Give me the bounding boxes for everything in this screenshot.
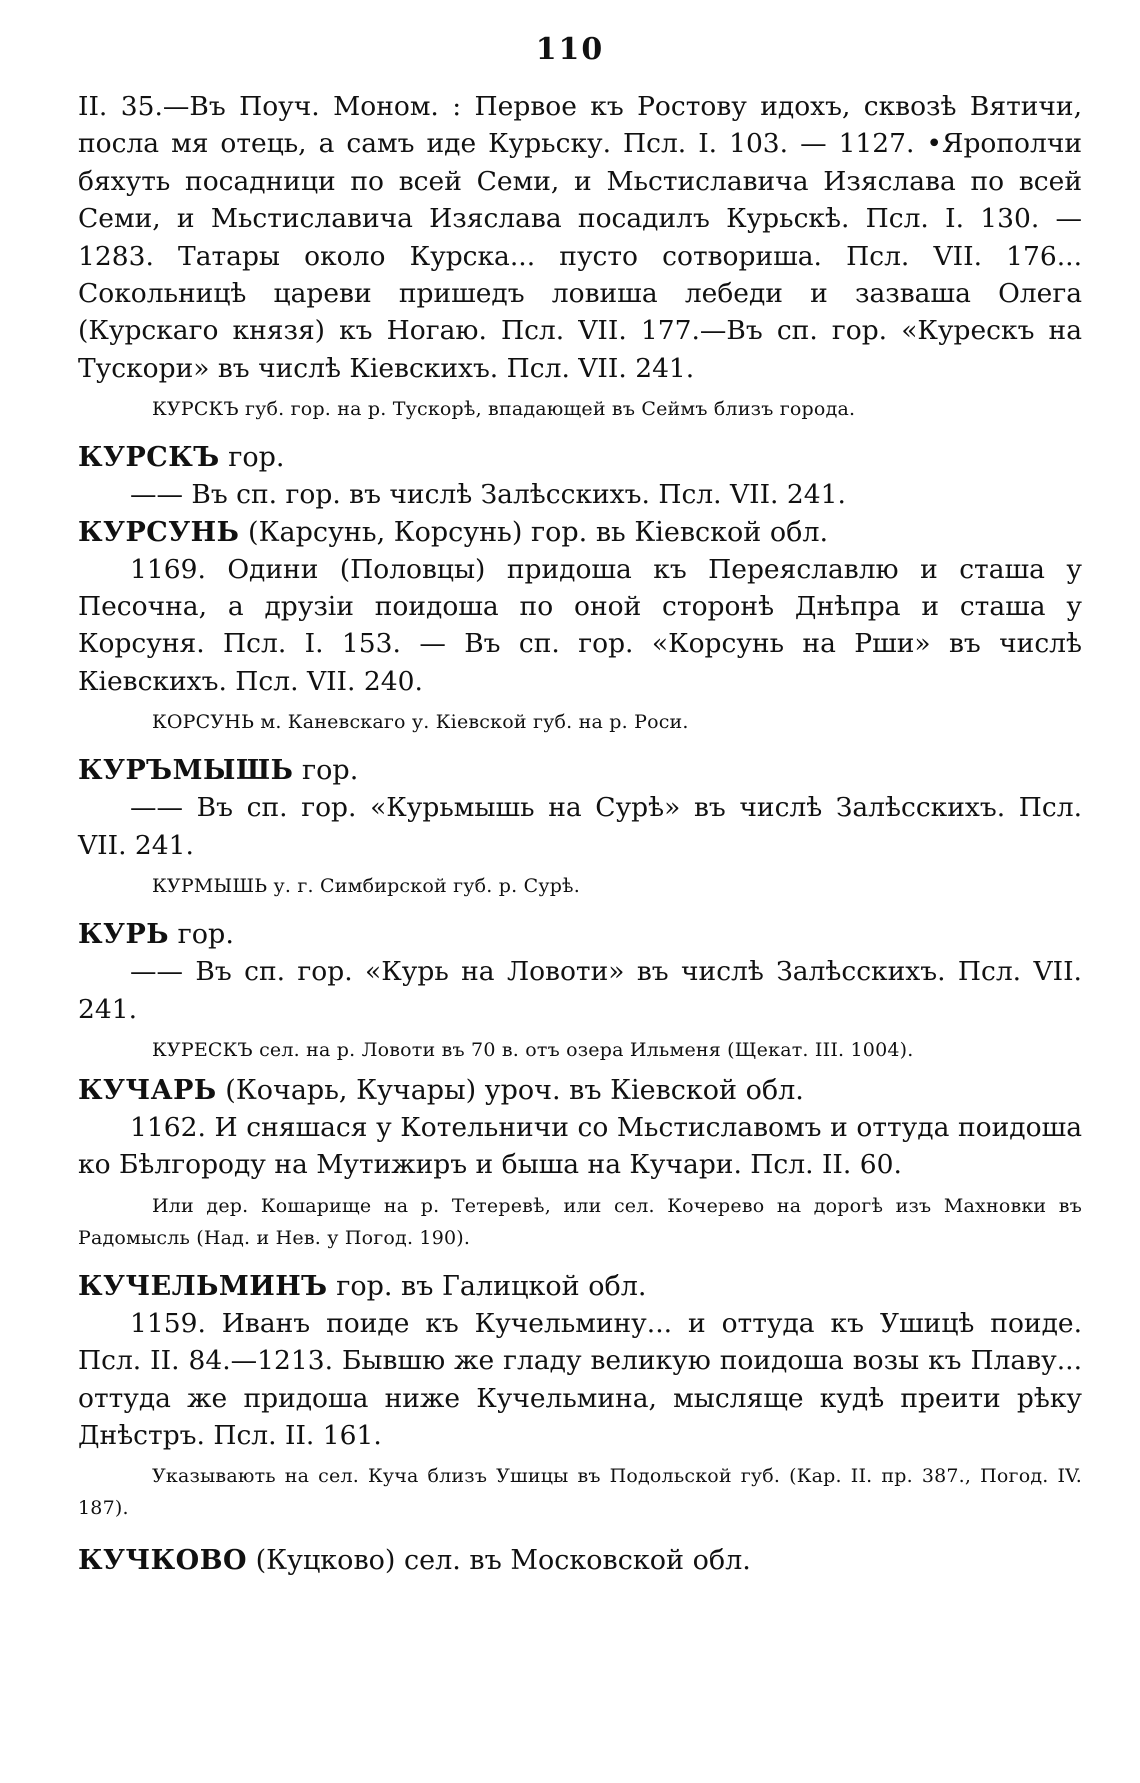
- entry-note: КОРСУНЬ м. Каневскаго у. Кіевской губ. на р. Роси.: [152, 711, 689, 734]
- entry-kuchar: [78, 1072, 1082, 1254]
- entry-heading: [78, 439, 1082, 476]
- entry-name: КУЧКОВО: [78, 1545, 248, 1577]
- entry-kursk: [78, 439, 1082, 513]
- entry-text: 1169. Одини (Половцы) придоша къ Переяславлю и сташа у Песочна, а друзіи поидоша по оной сторонѣ Днѣпра и сташа у Корсуня. Псл. I. 153. — Въ сп. гор. «Корсунь на Рши» въ числѣ Кіевскихъ. Псл. VII. 240.: [78, 553, 1082, 697]
- entry-heading: [78, 1268, 1082, 1305]
- entry-heading: [78, 752, 1082, 789]
- entry-name: КУРЬ: [78, 919, 170, 951]
- entry-note: Или дер. Кошарище на р. Тетеревѣ, или сел. Кочерево на дорогѣ изъ Махновки въ Радомысль (Над. и Нев. у Погод. 190).: [78, 1194, 1082, 1249]
- entry-descriptor: гор.: [169, 919, 234, 951]
- page-number: 110: [535, 32, 605, 67]
- entry-name: КУЧАРЬ: [78, 1074, 217, 1106]
- entry-text: 1159. Иванъ поиде къ Кучельмину... и оттуда къ Ушицѣ поиде. Псл. II. 84.—1213. Бывшю же гладу великую поидоша возы къ Плаву... оттуда же придоша ниже Кучельмина, мысляще кудѣ преити рѣку Днѣстръ. Псл. II. 161.: [78, 1307, 1082, 1451]
- entry-heading: [78, 1542, 1082, 1579]
- entry-kurmysh: [78, 752, 1082, 902]
- entry-text: —— Въ сп. гор. «Курь на Ловоти» въ числѣ Залѣсскихъ. Псл. VII. 241.: [78, 956, 1082, 1025]
- entry-kuchkovo: [78, 1542, 1082, 1579]
- entry-descriptor: (Кочарь, Кучары) уроч. въ Кіевской обл.: [216, 1074, 804, 1106]
- entry-descriptor: гор. въ Галицкой обл.: [327, 1270, 647, 1302]
- entry-descriptor: гор.: [219, 442, 285, 474]
- entry-name: КУРЪМЫШЬ: [78, 755, 294, 787]
- entry-name: КУЧЕЛЬМИНЪ: [78, 1270, 328, 1302]
- entry-text: —— Въ сп. гор. въ числѣ Залѣсскихъ. Псл. VII. 241.: [130, 479, 846, 511]
- entry-name: КУРСУНЬ: [78, 516, 240, 548]
- entry-heading: [78, 916, 1082, 953]
- entry-text: 1162. И сняшася у Котельничи со Мьстиславомъ и оттуда поидоша ко Бѣлгороду на Мутижиръ и быша на Кучари. Псл. II. 60.: [78, 1111, 1082, 1181]
- entry-note: КУРСКЪ губ. гор. на р. Тускорѣ, впадающей въ Сеймъ близъ города.: [152, 398, 856, 421]
- entry-note: КУРЕСКЪ сел. на р. Ловоти въ 70 в. отъ озера Ильменя (Щекат. III. 1004).: [152, 1038, 914, 1061]
- entry-text: II. 35.—Въ Поуч. Моном. : Первое къ Ростову идохъ, сквозѣ Вятичи, посла мя отець, а самъ иде Курьску. Псл. I. 103. — 1127. •Ярополчи бяхуть посадници по всей Семи, и Мьстиславича Изяслава по всей Семи, и Мьстиславича Изяслава посадилъ Курьскѣ. Псл. I. 130. — 1283. Татары около Курска... пусто сотвориша. Псл. VII. 176... Сокольницѣ цареви пришедъ ловиша лебеди и зазваша Олега (Курскаго князя) къ Ногаю. Псл. VII. 177.—Въ сп. гор. «Курескъ на Тускори» въ числѣ Кіевскихъ. Псл. VII. 241.: [78, 91, 1082, 384]
- entry-text: —— Въ сп. гор. «Курьмышь на Сурѣ» въ числѣ Залѣсскихъ. Псл. VII. 241.: [78, 792, 1082, 861]
- entry-note: Указывають на сел. Куча близъ Ушицы въ Подольской губ. (Кар. II. пр. 387., Погод. IV. 187).: [78, 1465, 1082, 1520]
- page-body: [78, 88, 1082, 1579]
- entry-continuation: [78, 88, 1082, 425]
- entry-descriptor: (Карсунь, Корсунь) гор. вь Кіевской обл.: [239, 516, 829, 548]
- entry-kur: [78, 916, 1082, 1066]
- entry-heading: [78, 514, 1082, 551]
- entry-descriptor: гор.: [293, 755, 359, 787]
- entry-note: КУРМЫШЬ у. г. Симбирской губ. р. Сурѣ.: [152, 875, 580, 898]
- entry-descriptor: (Куцково) сел. въ Московской обл.: [247, 1545, 751, 1577]
- entry-kursun: [78, 514, 1082, 739]
- entry-heading: [78, 1072, 1082, 1109]
- entry-kuchelmin: [78, 1268, 1082, 1525]
- entry-name: КУРСКЪ: [78, 442, 220, 474]
